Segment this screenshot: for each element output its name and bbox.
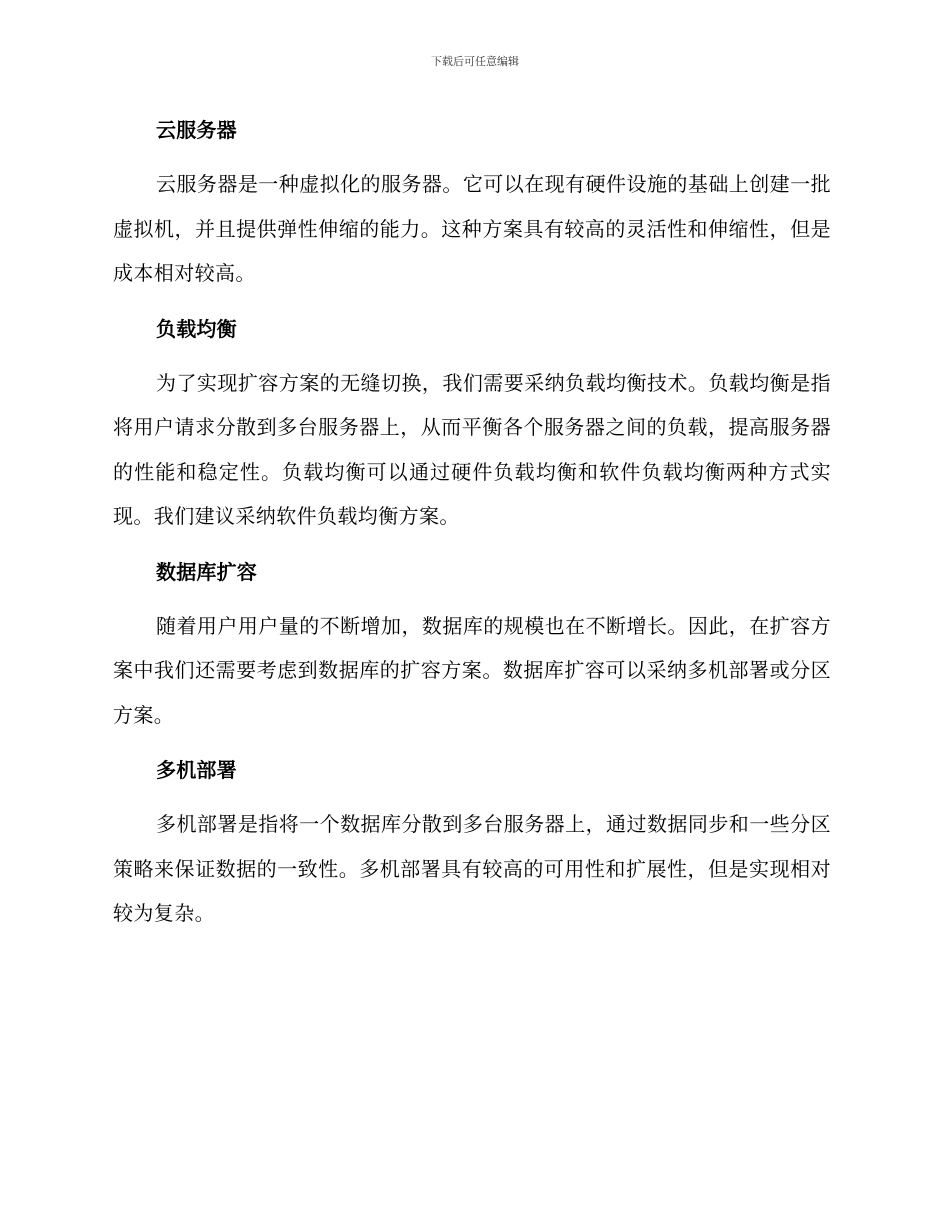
page-header-note: 下载后可任意编辑 [431, 55, 519, 68]
section-heading: 负载均衡 [156, 316, 237, 341]
section-multi-machine-deployment [113, 748, 831, 936]
section-paragraph: 云服务器是一种虚拟化的服务器。它可以在现有硬件设施的基础上创建一批虚拟机，并且提供弹性伸缩的能力。这种方案具有较高的灵活性和伸缩性，但是成本相对较高。 [113, 172, 831, 285]
section-heading: 数据库扩容 [156, 559, 257, 584]
section-paragraph: 多机部署是指将一个数据库分散到多台服务器上，通过数据同步和一些分区策略来保证数据的一致性。多机部署具有较高的可用性和扩展性，但是实现相对较为复杂。 [113, 812, 831, 925]
section-load-balancing [113, 307, 831, 539]
section-database-scaling [113, 550, 831, 738]
section-cloud-server [113, 108, 831, 296]
section-heading: 多机部署 [156, 758, 237, 782]
section-paragraph: 随着用户用户量的不断增加，数据库的规模也在不断增长。因此，在扩容方案中我们还需要考虑到数据库的扩容方案。数据库扩容可以采纳多机部署或分区方案。 [113, 613, 831, 727]
section-heading: 云服务器 [156, 118, 237, 142]
section-paragraph: 为了实现扩容方案的无缝切换，我们需要采纳负载均衡技术。负载均衡是指将用户请求分散到多台服务器上，从而平衡各个服务器之间的负载，提高服务器的性能和稳定性。负载均衡可以通过硬件负载均衡和软件负载均衡两种方式实现。我们建议采纳软件负载均衡方案。 [113, 370, 831, 528]
document-body [113, 108, 831, 947]
